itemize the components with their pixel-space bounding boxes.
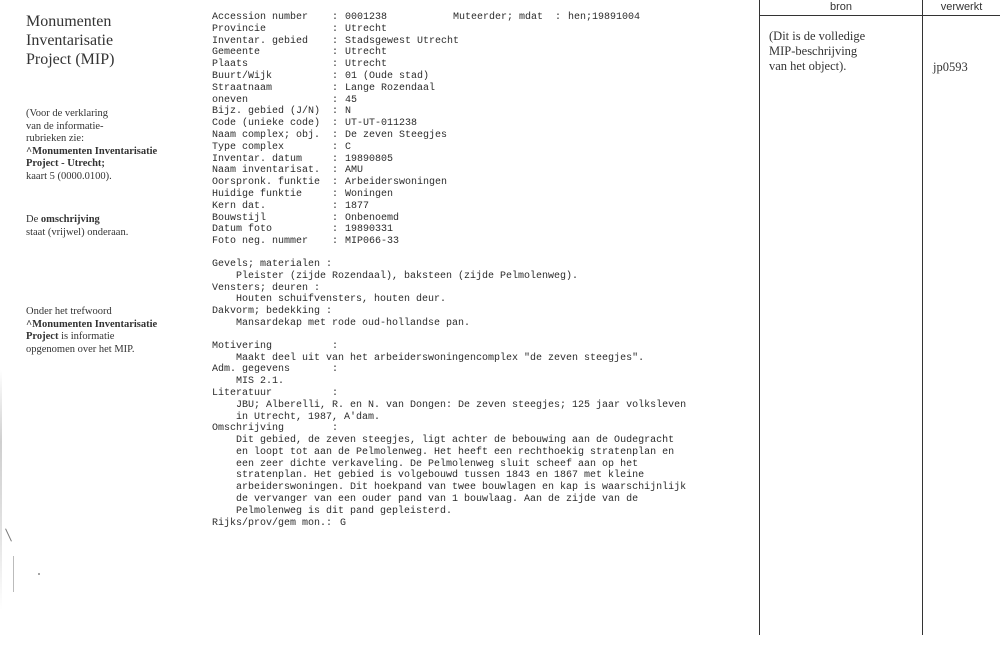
record-row [212,177,752,189]
rijks-value: G [340,517,347,529]
record-row [212,189,752,201]
section-label: Motivering [212,340,273,352]
field-label: Bouwstijl [212,212,267,224]
record-row [212,142,752,154]
section-text-line: MIS 2.1. [236,376,285,388]
record-row-rijks [212,518,752,530]
record-sections-b [212,341,752,518]
muteerder-label: Muteerder; mdat [453,12,544,23]
field-value: 45 [345,94,358,106]
section-text-line: JBU; Alberelli, R. en N. van Dongen: De zeven steegjes; 125 jaar volksleven [236,399,687,411]
note-text: is informatie [58,331,115,342]
section-text-line: een zeer dichte verkaveling. De Pelmolenweg sluit scheef aan op het [236,458,639,470]
section-colon: : [332,387,339,399]
section-colon: : [332,423,339,435]
field-label: Datum foto [212,224,273,236]
field-colon: : [332,23,339,35]
record-row [212,236,752,248]
section-heading [212,341,752,353]
field-colon: : [332,94,339,106]
mip-record [212,12,752,529]
note-line: (Voor de verklaring [26,108,109,119]
field-label: Foto neg. nummer [212,236,309,248]
record-row [212,201,752,213]
field-colon: : [332,188,339,200]
note-line: kaart 5 (0000.0100). [26,170,112,182]
record-row [212,36,752,48]
field-value: C [345,141,352,153]
field-value: Onbenoemd [345,212,400,224]
note-bold: ^Monumenten Inventarisatie [26,318,158,330]
note-bold: Project - Utrecht; [26,158,105,169]
project-title [26,12,186,69]
section-text-line: Pelmolenweg is dit pand gepleisterd. [236,505,453,517]
field-label: Naam inventarisat. [212,165,321,177]
field-colon: : [332,236,339,248]
scan-mark [13,556,14,592]
field-label: Bijz. gebied (J/N) [212,106,321,118]
title-line: Project (MIP) [26,51,115,68]
section-heading [212,259,752,271]
note-explanation [26,108,186,183]
field-label: Naam complex; obj. [212,129,321,141]
field-value: Arbeiderswoningen [345,177,448,189]
field-label: Oorspronk. funktie [212,177,321,189]
record-row [212,154,752,166]
spacer [212,330,752,341]
field-colon: : [555,12,562,23]
field-value: Woningen [345,188,394,200]
section-label: Dakvorm; bedekking [212,306,321,318]
bron-header: bron [829,1,853,13]
bron-line: (Dit is de volledige [769,29,866,43]
field-colon: : [332,141,339,153]
section-text-line: Dit gebied, de zeven steegjes, ligt achter de bebouwing aan de Oudegracht [236,435,675,447]
field-colon: : [332,82,339,94]
section-heading [212,306,752,318]
note-trefwoord [26,306,186,356]
field-value: UT-UT-011238 [345,118,418,130]
section-heading [212,388,752,400]
scan-mark [5,528,12,541]
record-row [212,83,752,95]
scan-edge-shadow [0,370,2,610]
field-colon: : [332,165,339,177]
bron-line: van het object). [769,59,847,73]
rijks-label: Rijks/prov/gem mon.: [212,517,333,529]
section-colon: : [332,364,339,376]
section-text-line: Pleister (zijde Rozendaal), baksteen (zijde Pelmolenweg). [236,270,579,282]
record-row [212,47,752,59]
field-value: 19890805 [345,153,394,165]
field-value: MIP066-33 [345,236,400,248]
record-row [212,59,752,71]
table-divider [759,0,760,635]
field-colon: : [332,12,339,23]
field-label: Accession number [212,12,309,23]
section-label: Literatuur [212,387,273,399]
record-row [212,118,752,130]
note-line: van de informatie- [26,120,104,132]
field-label: Buurt/Wijk [212,70,273,82]
field-label: Code (unieke code) [212,118,321,130]
section-text-line: Mansardekap met rode oud-hollandse pan. [236,317,471,329]
record-row [212,24,752,36]
section-text-line: en loopt tot aan de Pelmolenweg. Het heeft een rechthoekig stratenplan en [236,446,675,458]
field-value: N [345,106,352,118]
field-label: Type complex [212,141,285,153]
field-value: 0001238 [345,12,388,23]
field-label: Kern dat. [212,200,267,212]
field-value: Utrecht [345,59,388,71]
section-heading [212,364,752,376]
record-row [212,130,752,142]
section-label: Vensters; deuren [212,282,309,294]
note-bold: Project [26,331,59,342]
field-colon: : [332,200,339,212]
field-colon: : [332,47,339,59]
section-label: Gevels; materialen [212,258,321,270]
field-colon: : [332,177,339,189]
field-label: Inventar. gebied [212,35,309,47]
field-value: 01 (Oude stad) [345,70,430,82]
field-value: Utrecht [345,47,388,59]
section-heading [212,423,752,435]
note-line: Onder het trefwoord [26,306,112,317]
field-label: Plaats [212,59,249,71]
note-line: rubrieken zie: [26,133,85,144]
section-label: Adm. gegevens [212,364,291,376]
bron-cell [769,29,919,74]
verwerkt-cell: jp0593 [933,60,968,74]
table-divider [922,0,923,635]
record-sections-a [212,259,752,330]
field-colon: : [332,59,339,71]
field-label: Gemeente [212,47,261,59]
field-label: Inventar. datum [212,153,303,165]
field-colon: : [332,70,339,82]
note-bold: omschrijving [40,214,100,225]
table-header-rule [759,15,1000,16]
section-text-line: stratenplan. Het gebied is volgebouwd tussen 1843 en 1867 met kleine [236,470,645,482]
note-omschrijving [26,214,186,239]
note-line: opgenomen over het MIP. [26,343,135,355]
record-row [212,106,752,118]
record-row [212,71,752,83]
bron-line: MIP-beschrijving [769,44,858,58]
field-value: AMU [345,165,364,177]
field-label: Provincie [212,23,267,35]
note-bold: ^Monumenten Inventarisatie [26,145,158,157]
section-colon: : [326,258,333,270]
field-colon: : [332,224,339,236]
section-heading [212,283,752,295]
title-line: Monumenten [26,13,112,30]
record-row [212,213,752,225]
record-fields [212,24,752,248]
title-line: Inventarisatie [26,32,114,49]
field-colon: : [332,212,339,224]
section-text-line: Houten schuifvensters, houten deur. [236,294,447,306]
field-colon: : [332,153,339,165]
record-row [212,224,752,236]
field-colon: : [332,106,339,118]
record-row [212,95,752,107]
field-label: Straatnaam [212,82,273,94]
field-value: Utrecht [345,23,388,35]
section-text-line: arbeiderswoningen. Dit hoekpand van twee bouwlagen en kap is waarschijnlijk [236,482,687,494]
muteerder-value: hen;19891004 [568,12,641,23]
record-row [212,165,752,177]
spacer [212,248,752,259]
section-label: Omschrijving [212,423,285,435]
section-text-line: Maakt deel uit van het arbeiderswoningencomplex "de zeven steegjes". [236,352,645,364]
field-value: 1877 [345,200,370,212]
field-value: Stadsgewest Utrecht [345,35,460,47]
field-label: oneven [212,94,249,106]
scan-mark [38,573,40,575]
field-colon: : [332,129,339,141]
section-text-line: in Utrecht, 1987, A'dam. [236,411,381,423]
section-text-line: de vervanger van een ouder pand van 1 bouwlaag. Aan de zijde van de [236,494,639,506]
note-line: staat (vrijwel) onderaan. [26,226,129,238]
section-colon: : [332,340,339,352]
field-value: Lange Rozendaal [345,82,436,94]
field-value: De zeven Steegjes [345,129,448,141]
note-text: De [26,214,41,225]
record-row-accession [212,12,752,24]
field-value: 19890331 [345,224,394,236]
verwerkt-header: verwerkt [940,1,983,13]
field-colon: : [332,118,339,130]
field-label: Huidige funktie [212,188,303,200]
section-colon: : [314,282,321,294]
section-colon: : [326,306,333,318]
field-colon: : [332,35,339,47]
left-column [26,12,186,355]
